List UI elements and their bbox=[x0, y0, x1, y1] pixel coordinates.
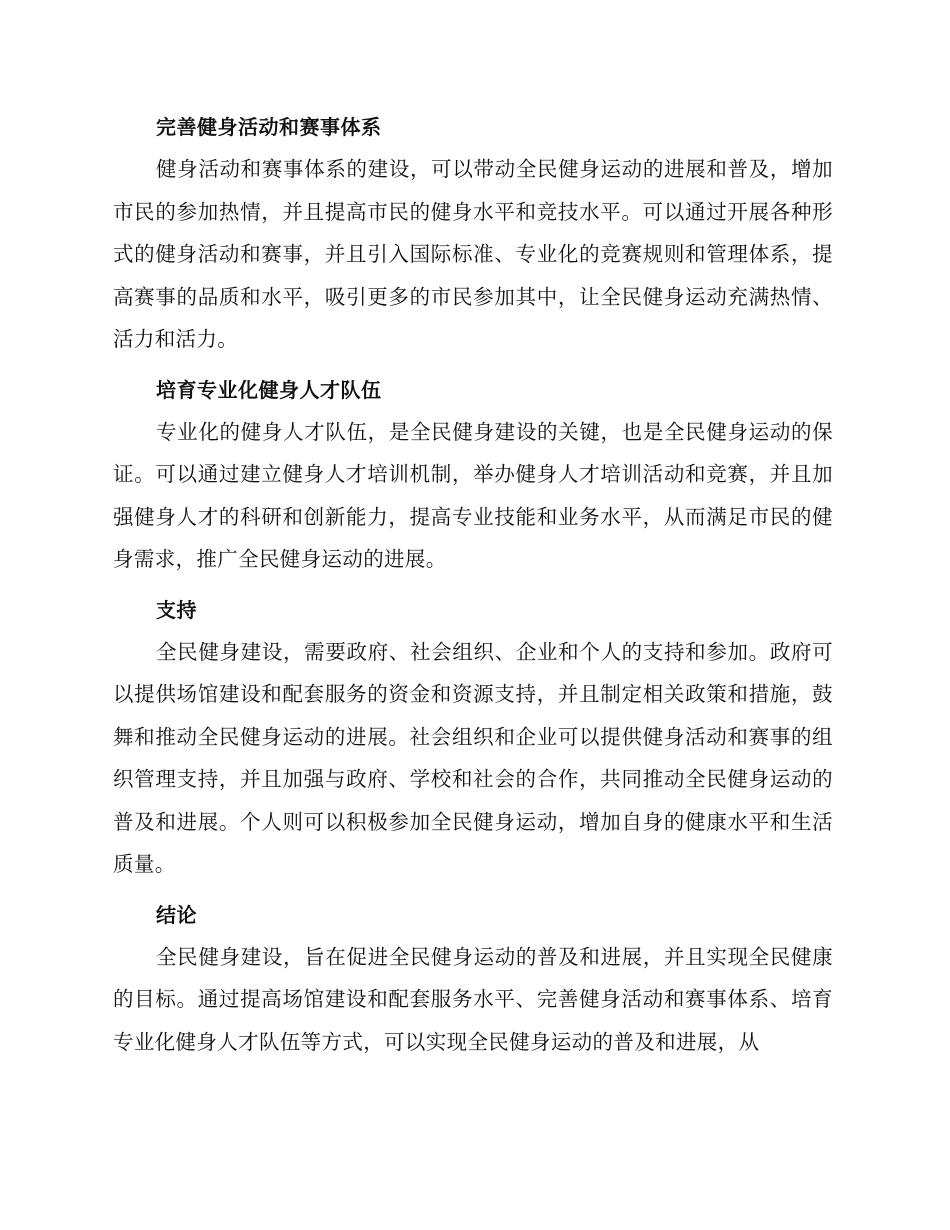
section-paragraph: 健身活动和赛事体系的建设，可以带动全民健身运动的进展和普及，增加市民的参加热情，并且提高市民的健身水平和竞技水平。可以通过开展各种形式的健身活动和赛事，并且引入国际标准、专业化的竞赛规则和管理体系，提高赛事的品质和水平，吸引更多的市民参加其中，让全民健身运动充满热情、活力和活力。 bbox=[113, 157, 833, 351]
section-heading: 支持 bbox=[156, 597, 197, 622]
section-heading: 完善健身活动和赛事体系 bbox=[156, 115, 382, 139]
section-heading: 结论 bbox=[156, 902, 197, 927]
section-paragraph: 全民健身建设，需要政府、社会组织、企业和个人的支持和参加。政府可以提供场馆建设和配套服务的资金和资源支持，并且制定相关政策和措施，鼓舞和推动全民健身运动的进展。社会组织和企业可以提供健身活动和赛事的组织管理支持，并且加强与政府、学校和社会的合作，共同推动全民健身运动的普及和进展。个人则可以积极参加全民健身运动，增加自身的健康水平和生活质量。 bbox=[113, 639, 833, 876]
section-paragraph: 全民健身建设，旨在促进全民健身运动的普及和进展，并且实现全民健康的目标。通过提高场馆建设和配套服务水平、完善健身活动和赛事体系、培育专业化健身人才队伍等方式，可以实现全民健身运动的普及和进展，从 bbox=[113, 944, 833, 1054]
document-body bbox=[113, 106, 833, 1071]
section-paragraph: 专业化的健身人才队伍，是全民健身建设的关键，也是全民健身运动的保证。可以通过建立健身人才培训机制，举办健身人才培训活动和竞赛，并且加强健身人才的科研和创新能力，提高专业技能和业务水平，从而满足市民的健身需求，推广全民健身运动的进展。 bbox=[113, 419, 833, 571]
section-heading: 培育专业化健身人才队伍 bbox=[156, 377, 382, 402]
